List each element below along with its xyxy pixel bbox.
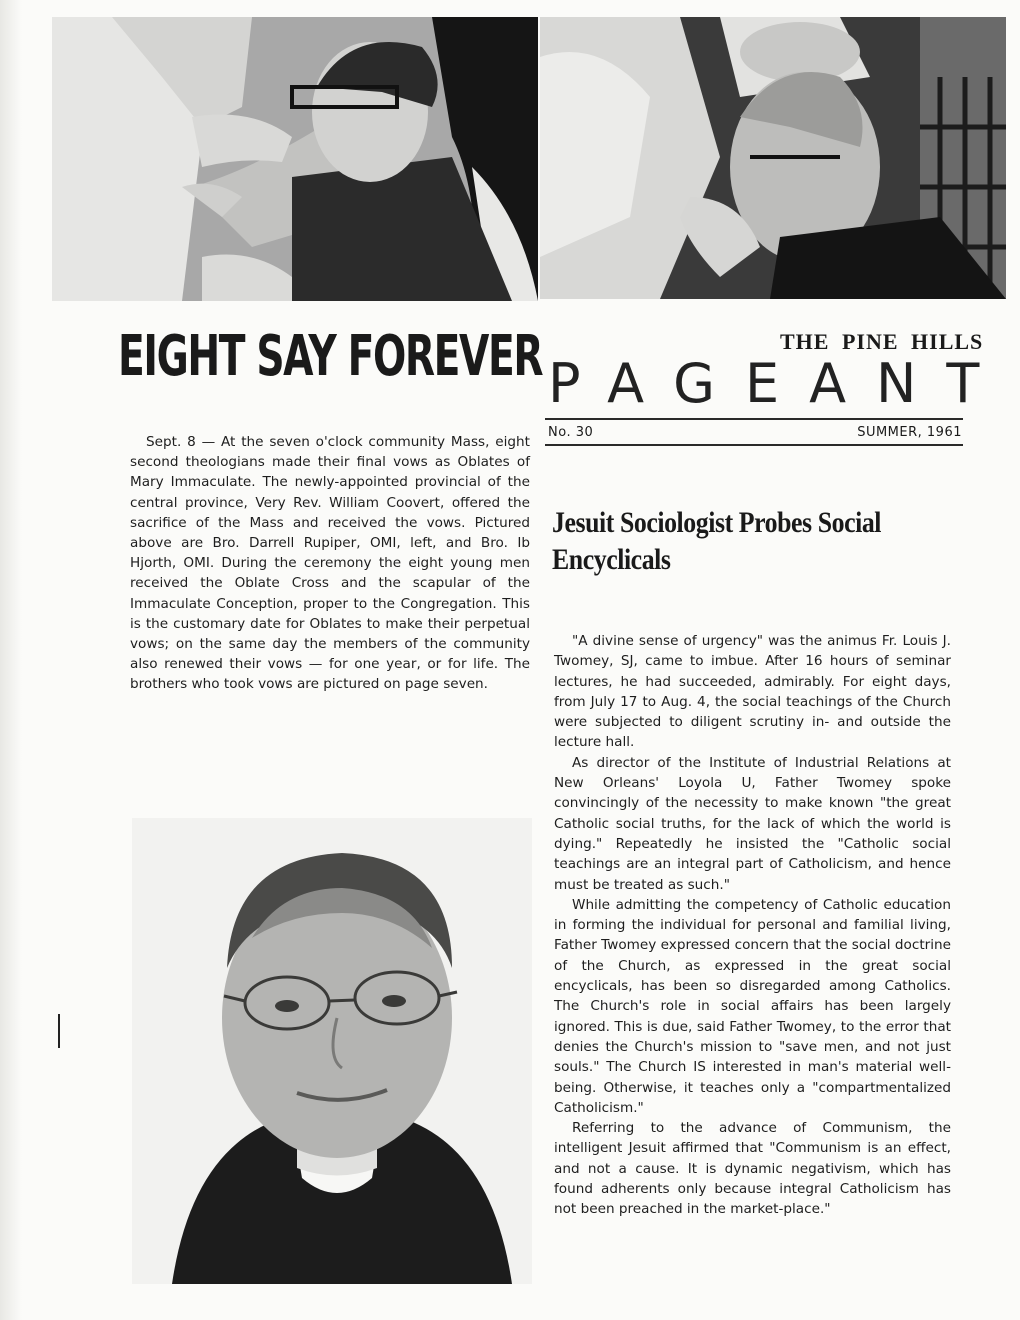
article-title-jesuit-sociologist: Jesuit Sociologist Probes Social Encyclicals [552,506,882,576]
article-body-social-encyclicals [554,631,951,1220]
masthead-rule-top [545,418,963,420]
issue-date: SUMMER, 1961 [857,425,962,440]
masthead-publication-name: THE PINE HILLS [780,329,984,354]
margin-mark [58,1014,60,1048]
masthead-rule-bottom [545,444,963,446]
headline-eight-say-forever: EIGHT SAY FOREVER [118,324,543,389]
article-paragraph: Referring to the advance of Communism, the intelligent Jesuit affirmed that "Communism is an effect, and not a cause. It is dynamic negativism, which has found adherents only because integral Catholicism has not been preached in the market-place." [554,1120,951,1218]
article-paragraph: "A divine sense of urgency" was the animus Fr. Louis J. Twomey, SJ, came to imbue. After 16 hours of seminar lectures, he had succeeded, admirably. For eight days, from July 17 to Aug. 4, the social teachings of the Church were subjected to diligent scrutiny in- and outside the lecture hall. [554,633,951,751]
photo-vows-communion-left [52,17,538,301]
article-paragraph: While admitting the competency of Catholic education in forming the individual for personal and familial living, Father Twomey expressed concern that the social doctrine of the Church, as expressed in the great social encyclicals, has been so disregarded among Catholics. The Church's role in social affairs has been largely ignored. This is due, said Father Twomey, to the error that denies the Church's mission to "save men, and not just souls." The Church IS interested in man's material well-being. Otherwise, it teaches only a "compartmentalized Catholicism." [554,896,951,1116]
article-paragraph: As director of the Institute of Industrial Relations at New Orleans' Loyola U, Father Twomey spoke convincingly of the necessity to make known "the great Catholic social truths, for the lack of which the world is dying." Repeatedly he insisted the "Catholic social teachings are an integral part of Catholicism, and hence must be treated as such." [554,754,951,893]
masthead-title: PAGEANT [548,352,1010,415]
article-body-vows: Sept. 8 — At the seven o'clock community Mass, eight second theologians made their final vows as Oblates of Mary Immaculate. The newly-appointed provincial of the central province, Very Rev. William Coovert, offered the sacrifice of the Mass and received the vows. Pictured above are Bro. Darrell Rupiper, OMI, left, and Bro. Ib Hjorth, OMI. During the ceremony the eight young men received the Oblate Cross and the scapular of the Immaculate Conception, proper to the Congregation. This is the customary date for Oblates to make their perpetual vows; on the same day the members of the community also renewed their vows — for one year, or for life. The brothers who took vows are pictured on page seven. [130,434,530,693]
binding-edge-shadow [0,0,22,1320]
photo-portrait-twomey [132,818,532,1284]
issue-number: No. 30 [548,425,594,440]
photo-vows-communion-right [540,17,1006,299]
